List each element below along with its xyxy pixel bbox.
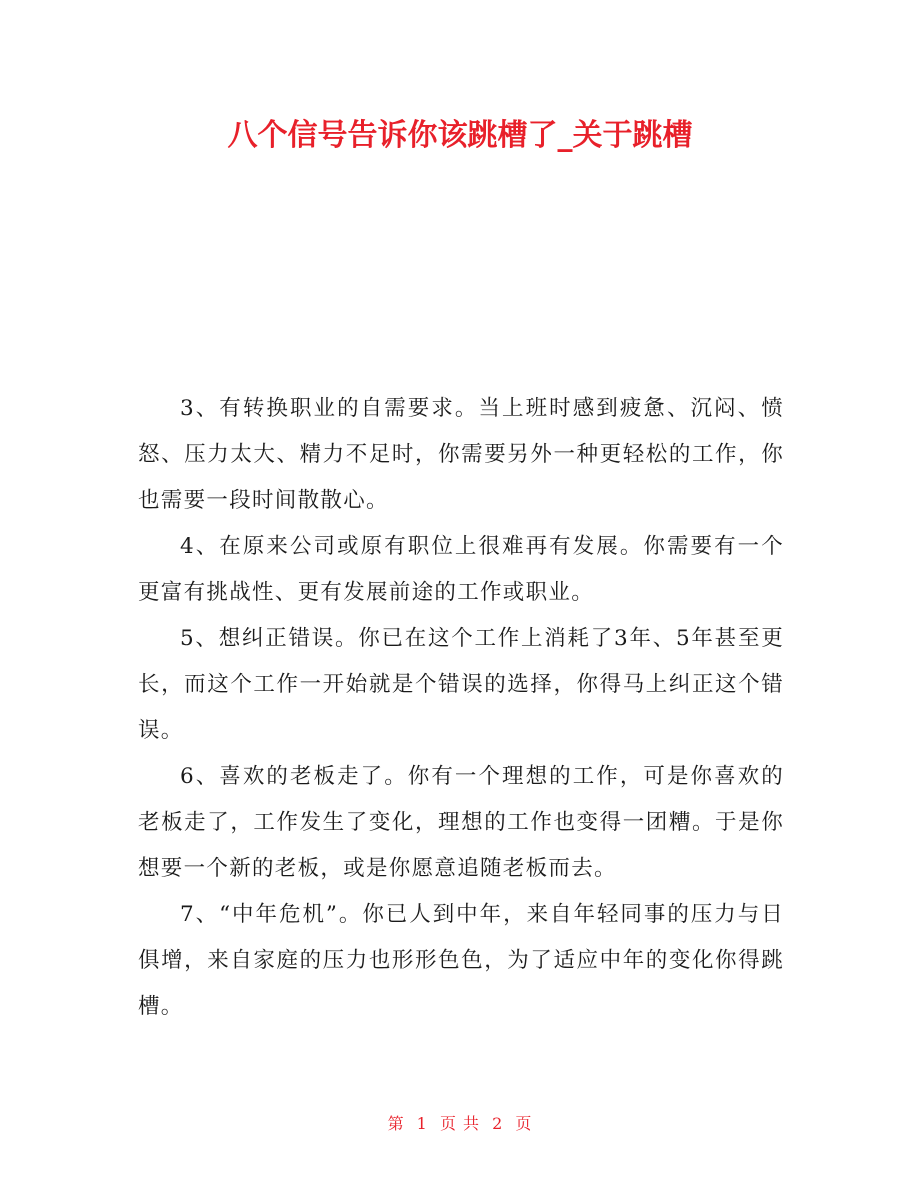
page-total: 2 [492,1114,504,1133]
paragraph-4: 4、在原来公司或原有职位上很难再有发展。你需要有一个更富有挑战性、更有发展前途的工作或职业。 [138,534,784,605]
paragraph-5: 5、想纠正错误。你已在这个工作上消耗了3年、5年甚至更长，而这个工作一开始就是个错误的选择，你得马上纠正这个错误。 [138,626,784,743]
page-footer [0,1112,920,1136]
paragraph-3: 3、有转换职业的自需要求。当上班时感到疲惫、沉闷、愤怒、压力太大、精力不足时，你需要另外一种更轻松的工作，你也需要一段时间散散心。 [138,396,784,513]
page-label-prefix: 第 [387,1114,405,1133]
page-label-mid: 页 共 [439,1114,481,1133]
paragraph-7: 7、“中年危机”。你已人到中年，来自年轻同事的压力与日俱增，来自家庭的压力也形形色色，为了适应中年的变化你得跳槽。 [138,902,784,1019]
paragraph-6: 6、喜欢的老板走了。你有一个理想的工作，可是你喜欢的老板走了，工作发生了变化，理想的工作也变得一团糟。于是你想要一个新的老板，或是你愿意追随老板而去。 [138,764,784,881]
page-title: 八个信号告诉你该跳槽了_关于跳槽 [227,118,693,153]
document-body [138,386,784,1030]
page-label-suffix: 页 [515,1114,533,1133]
page-current: 1 [416,1114,428,1133]
